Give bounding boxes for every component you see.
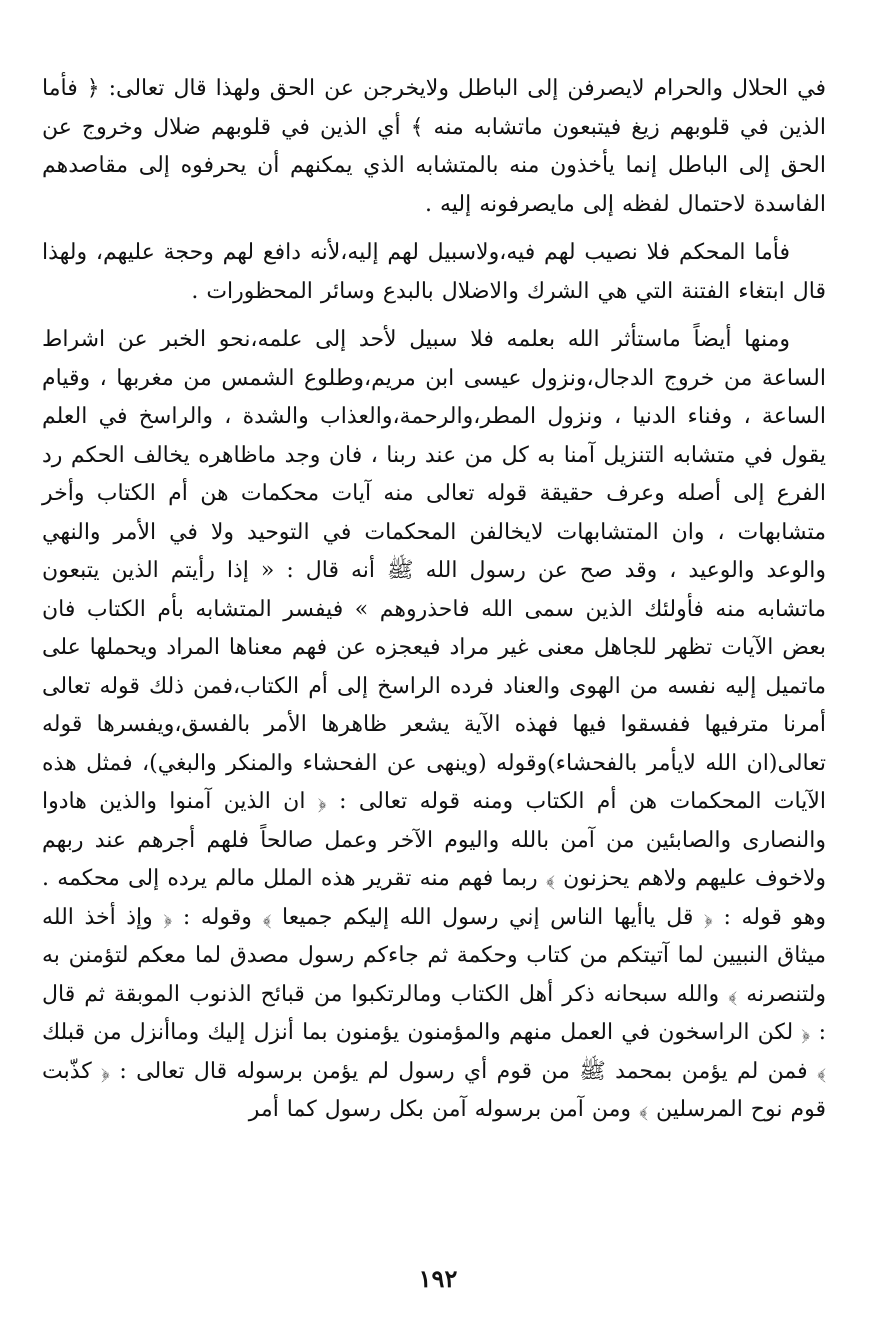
paragraph-1: في الحلال والحرام لايصرفن إلى الباطل ولايخرجن عن الحق ولهذا قال تعالى: ﴿ فأما الذين في قلوبهم زيغ فيتبعون ماتشابه منه ﴾ أي الذين في قلوبهم ضلال وخروج عن الحق إلى الباطل إنما يأخذون منه بالمتشابه الذي يمكنهم أن يحرفوه إلى مقاصدهم الفاسدة لاحتمال لفظه إلى مايصرفونه إليه . (42, 76, 826, 217)
paragraph-2: فأما المحكم فلا نصيب لهم فيه،ولاسبيل لهم إليه،لأنه دافع لهم وحجة عليهم، ولهذا قال ابتغاء الفتنة التي هي الشرك والاضلال بالبدع وسائر المحظورات . (42, 240, 826, 304)
paragraph-3: ومنها أيضاً ماستأثر الله بعلمه فلا سبيل لأحد إلى علمه،نحو الخبر عن اشراط الساعة من خروج الدجال،ونزول عيسى ابن مريم،وطلوع الشمس من مغربها ، وقيام الساعة ، وفناء الدنيا ، ونزول المطر،والرحمة،والعذاب والشدة ، والراسخ في العلم يقول في متشابه التنزيل آمنا به كل من عند ربنا ، فان وجد ماظاهره يخالف الحكم رد الفرع إلى أصله وعرف حقيقة قوله تعالى منه آيات محكمات هن أم الكتاب وأخر متشابهات ، وان المتشابهات لايخالفن المحكمات في التوحيد ولا في الأمر والنهي والوعد والوعيد ، وقد صح عن رسول الله ﷺ أنه قال : « إذا رأيتم الذين يتبعون ماتشابه منه فأولئك الذين سمى الله فاحذروهم » فيفسر المتشابه بأم الكتاب فان بعض الآيات تظهر للجاهل معنى غير مراد فيعجزه عن فهم معناها المراد ويحملها على ماتميل إليه نفسه من الهوى والعناد فرده الراسخ إلى أم الكتاب،فمن ذلك قوله تعالى أمرنا مترفيها ففسقوا فيها فهذه الآية يشعر ظاهرها الأمر بالفسق،ويفسرها قوله تعالى(ان الله لايأمر بالفحشاء)وقوله (وينهى عن الفحشاء والمنكر والبغي)، فمثل هذه الآيات المحكمات هن أم الكتاب ومنه قوله تعالى : ﴿ ان الذين آمنوا والذين هادوا والنصارى والصابئين من آمن بالله واليوم الآخر وعمل صالحاً فلهم أجرهم عند ربهم ولاخوف عليهم ولاهم يحزنون ﴾ ربما فهم منه تقرير هذه الملل مالم يرده إلى محكمه . وهو قوله : ﴿ قل ياأيها الناس إني رسول الله إليكم جميعا ﴾ وقوله : ﴿ وإذ أخذ الله ميثاق النبيين لما آتيتكم من كتاب وحكمة ثم جاءكم رسول مصدق لما معكم لتؤمنن به ولتنصرنه ﴾ والله سبحانه ذكر أهل الكتاب ومالرتكبوا من قبائح الذنوب الموبقة ثم قال : ﴿ لكن الراسخون في العمل منهم والمؤمنون يؤمنون بما أنزل إليك وماأنزل من قبلك ﴾ فمن لم يؤمن بمحمد ﷺ من قوم أي رسول لم يؤمن برسوله قال تعالى : ﴿ كذّبت قوم نوح المرسلين ﴾ ومن آمن برسوله آمن بكل رسول كما أمر (42, 327, 827, 1122)
page-number: ١٩٢ (418, 1264, 458, 1293)
body-text (42, 70, 826, 1130)
